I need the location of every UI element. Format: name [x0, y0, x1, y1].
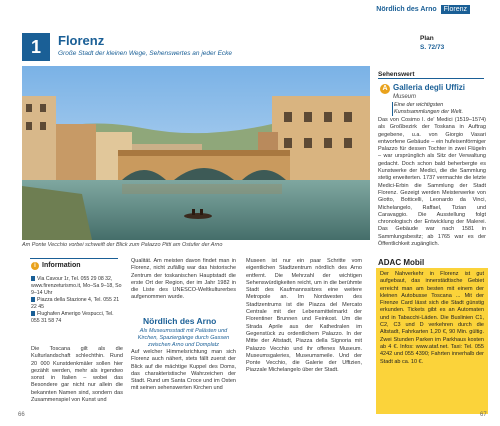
ponte-vecchio-photo [22, 66, 370, 240]
body-column-2b: Auf welcher Himmelsrichtung man sich Florenz auch nähert, stets fällt zuerst der Blick auf die mächtige Kuppel des Doms, das charakteristische Wahrzeichen der Stadt. Rund um Santa Croce und im Osten mit seinen sehenswerten Kirchen und [131, 349, 236, 392]
chapter-title: Florenz [58, 33, 105, 48]
chapter-number: 1 [22, 33, 50, 61]
sight-letter-badge: A [380, 84, 390, 94]
adac-mobil-heading: ADAC Mobil [378, 258, 425, 267]
page-number-right: 67 [480, 412, 487, 418]
sight-tag: Museum [393, 94, 417, 100]
location-pin-icon [31, 311, 35, 316]
info-icon: i [31, 262, 39, 270]
location-pin-icon [31, 276, 35, 281]
info-item-text: Via Cavour 1r, Tel. 055 29 08 32, www.firenzeturismo.it, Mo–Sa 9–18, So 9–14 Uhr [31, 276, 122, 296]
page-number-left: 66 [18, 412, 25, 418]
section-heading: Nördlich des Arno [143, 316, 217, 326]
running-header-section: Nördlich des Arno [376, 6, 437, 13]
chapter-subtitle: Große Stadt der kleinen Wege, Sehenswertes an jeder Ecke [58, 50, 233, 57]
running-header-place: Florenz [441, 5, 470, 14]
sight-title: Galleria degli Uffizi [393, 83, 466, 92]
sight-quote: Eine der wichtigsten Kunstsammlungen der Welt. [394, 102, 463, 115]
location-pin-icon [31, 297, 35, 302]
running-header-text [376, 6, 470, 13]
section-tagline: Als Museumsstadt mit Palästen und Kirchen, Spaziergänge durch Gassen zwischen Arno und Domplatz [137, 328, 230, 348]
sehenswert-rule [378, 78, 484, 79]
info-item-text: Flughafen Amerigo Vespucci, Tel. 055 31 58 74 [31, 311, 114, 324]
info-list [31, 276, 123, 325]
info-heading: Information [42, 262, 81, 269]
info-item [31, 297, 123, 311]
info-item-text: Piazza della Stazione 4, Tel. 055 21 22 45 [31, 297, 120, 310]
photo-caption: Am Ponte Vecchio vorbei schweift der Blick zum Palazzo Pitti am Ostufer der Arno [22, 242, 223, 248]
quote-rule [392, 102, 393, 116]
info-rule [30, 258, 118, 259]
body-column-3: Museen ist nur ein paar Schritte vom eigentlichen Stadtzentrum nördlich des Arno entfernt. Die Mehrzahl der wichtigen Sehenswürdigkeiten reicht, um in die berühmte Stadt des Kaufmannssitzes eine weitere Metropole an. Im Nordwesten des Stadtzentrums ist die Piazza del Mercato Centrale mit der Lebensmittelmarkt der Florentiner Brunnen und Feinkost. Um die Strada Aprile aus der Kathedralen im Gegenstück zu ordentlichem Palazzo. In der Mitte der Altstadt, Piazza della Signoria mit Palazzo Vecchio und ihr offenes Museum. Museumsgaleries, Museumsmeile. Und der Ponte Vecchio, die Galerie der Uffizien, Piazzale Michelangelo über der Stadt. [246, 258, 362, 374]
plan-label: Plan [420, 35, 434, 42]
photo-illustration [22, 66, 370, 240]
body-column-2: Qualität. Am meisten davon findet man in Florenz, nicht zufällig war das historische Zentrum der toskanischen Hauptstadt die erste Ort der Region, der im Jahr 1982 in die Liste des UNESCO-Weltkulturerbes aufgenommen wurde. [131, 258, 236, 301]
photo-gutter [370, 66, 376, 240]
body-column-1: Die Toscana gilt als die Kulturlandschaft schlechthin. Rund 20 000 Kunstdenkmäler sollen hier gezählt werden, mehr als irgendwo sonst in Italien – wobei das Besondere gar nicht nur allein die bekannten Namen sind, sondern das Zusammenspiel von Kunst und [31, 346, 123, 404]
plan-page-ref: S. 72/73 [420, 44, 445, 51]
adac-mobil-text: Der Nahverkehr in Florenz ist gut aufgebaut, das innerstädtische Gebiet erreicht man am besten mit einem der kleinen Autobusse Toscana ... Mit der Firenze Card lässt sich die Stadt günstig erkunden. Tickets gibt es an Automaten und in Tabacchi-Läden. Die Buslinien C1, C2, C3 und D verkehren durch die Altstadt, Fahrkarten 1,20 €, 90 Min. gültig. Zwei Stunden Parken im Parkhaus kosten ab 4 €. Infos: www.ataf.net. Taxi: Tel. 055 4242 und 055 4390; Fahrten innerhalb der Stadt ab ca. 10 €. [380, 271, 484, 365]
info-item [31, 311, 123, 325]
sehenswert-heading: Sehenswert [378, 71, 415, 78]
info-item [31, 276, 123, 297]
sight-body: Das von Cosimo I. de' Medici (1519–1574) als Großbezirk der Toskana in Auftrag gegebene, u.a. von Giorgio Vasari entworfene Gebäude – ein hufeisenförmiger Palazzo für dessen Tochter in zwei Flügeln – war ursprünglich als Sitz der Verwaltung gedacht. Doch schon bald beherbergte es Kunstwerke der Medici, die die Sammlung stetig erweiterten. 1737 vermachte die letzte Medici-Erbin die Sammlung der Stadt Florenz. Gezeigt werden Meisterwerke von Giotto, Botticelli, Leonardo da Vinci, Michelangelo, Raffael, Tizian und Caravaggio. Die Ausstellung folgt chronologisch der Entwicklung der Malerei. Das Gebäude war nach 1581 in Sammlungsbesitz; ab 1765 war es der Öffentlichkeit zugänglich. [378, 117, 486, 248]
